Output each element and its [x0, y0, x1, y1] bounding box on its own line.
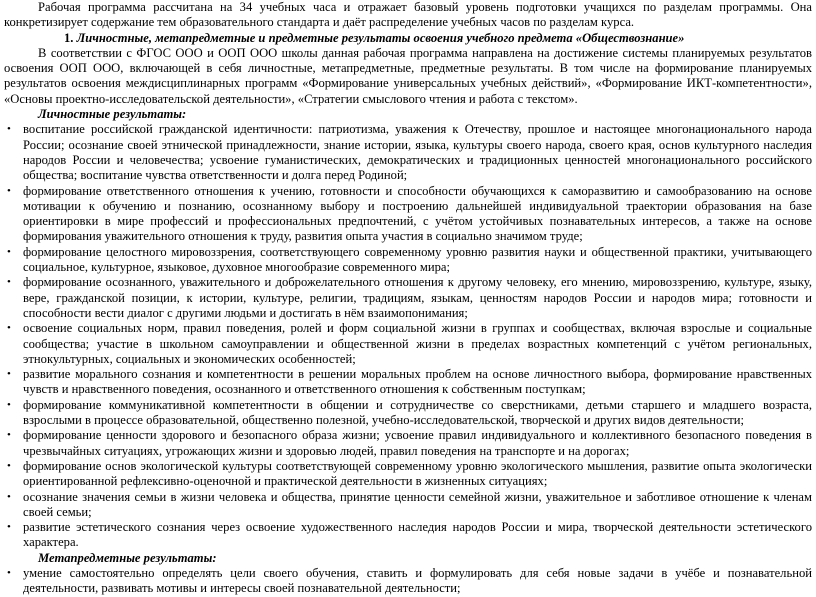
list-item: [4, 275, 812, 321]
bullet-icon: •: [7, 368, 11, 381]
bullet-icon: •: [7, 566, 11, 579]
metasubject-results-list: [4, 566, 812, 597]
list-item-text: формирование ценности здорового и безопасного образа жизни; усвоение правил индивидуального и коллективного безопасного поведения в чрезвычайных ситуациях, угрожающих жизни и здоровью людей, правил поведения на транспорте и на дорогах;: [23, 428, 812, 458]
bullet-icon: •: [7, 123, 11, 136]
list-item: [4, 321, 812, 367]
list-item: [4, 122, 812, 183]
list-item: [4, 490, 812, 521]
list-item-text: формирование основ экологической культуры соответствующей современному уровню экологического мышления, развитие опыта экологически ориентированной рефлексивно-оценочной и практической деятельности в жизненных ситуациях;: [23, 458, 812, 489]
list-item-text: формирование целостного мировоззрения, соответствующего современному уровню развития науки и общественной практики, учитывающего социальное, культурное, языковое, духовное многообразие современного мира;: [23, 244, 812, 275]
list-item: [4, 245, 812, 276]
bullet-icon: •: [7, 459, 11, 472]
list-item-text: формирование коммуникативной компетентности в общении и сотрудничестве со сверстниками, детьми старшего и младшего возраста, взрослыми в процессе образовательной, общественно полезной, учебно-исследовательской, творческой и других видов деятельности;: [23, 397, 812, 428]
bullet-icon: •: [7, 322, 11, 335]
list-item-text: формирование осознанного, уважительного и доброжелательного отношения к другому человеку, его мнению, мировоззрению, культуре, языку, вере, гражданской позиции, к истории, культуре, религии, традициям, языкам, ценностям народов России и народов мира; готовности и способности вести диалог с другими людьми и достигать в нём взаимопонимания;: [23, 275, 812, 320]
list-item-text: воспитание российской гражданской идентичности: патриотизма, уважения к Отечеству, прошлое и настоящее многонационального народа России; осознание своей этнической принадлежности, знание истории, языка, культуры своего народа, своего края, основ культурного наследия народов России и человечества; усвоение гуманистических, демократических и традиционных ценностей многонационального российского общества; воспитание чувства ответственности и долга перед Родиной;: [23, 122, 812, 183]
list-item: [4, 184, 812, 245]
bullet-icon: •: [7, 490, 11, 503]
list-item: [4, 459, 812, 490]
list-item: [4, 367, 812, 398]
list-item-text: формирование ответственного отношения к учению, готовности и способности обучающихся к саморазвитию и самообразованию на основе мотивации к обучению и познанию, осознанному выбору и построению дальнейшей индивидуальной траектории образования на базе ориентировки в мире профессий и профессиональных предпочтений, с учётом устойчивых познавательных интересов, а также на основе формирования уважительного отношения к труду, развития опыта участия в социально значимом труде;: [23, 183, 812, 244]
bullet-icon: •: [7, 521, 11, 534]
list-item: [4, 398, 812, 429]
bullet-icon: •: [7, 245, 11, 258]
list-item-text: развитие эстетического сознания через освоение художественного наследия народов России и мира, творческой деятельности эстетического характера.: [23, 520, 812, 550]
list-item-text: осознание значения семьи в жизни человека и общества, принятие ценности семейной жизни, уважительное и заботливое отношение к членам своей семьи;: [23, 489, 812, 519]
list-item: [4, 566, 812, 597]
bullet-icon: •: [7, 429, 11, 442]
intro-paragraph: Рабочая программа рассчитана на 34 учебных часа и отражает базовый уровень подготовки учащихся по разделам программы. Она конкретизирует содержание тем образовательного стандарта и даёт распределение учебных часов по разделам курса.: [4, 0, 812, 30]
section-heading: [4, 31, 812, 46]
list-item-text: освоение социальных норм, правил поведения, ролей и форм социальной жизни в группах и сообществах, включая взрослые и социальные сообщества; участие в школьном самоуправлении и общественной жизни в пределах возрастных компетенций с учётом региональных, этнокультурных, социальных и экономических особенностей;: [23, 321, 812, 366]
personal-results-list: [4, 122, 812, 550]
list-item: [4, 520, 812, 551]
list-item: [4, 428, 812, 459]
bullet-icon: •: [7, 276, 11, 289]
section-title: Личностные, метапредметные и предметные результаты освоения учебного предмета «Обществознание»: [76, 30, 685, 45]
bullet-icon: •: [7, 184, 11, 197]
fgos-paragraph: В соответствии с ФГОС ООО и ООП ООО школы данная рабочая программа направлена на достижение системы планируемых результатов освоения ООП ООО, включающей в себя личностные, метапредметные, предметные результаты. В том числе на формирование планируемых результатов освоения междисциплинарных программ «Формирование универсальных учебных действий», «Формирование ИКТ-компетентности», «Основы проектно-исследовательской деятельности», «Стратегии смыслового чтения и работа с текстом».: [4, 45, 812, 106]
bullet-icon: •: [7, 398, 11, 411]
metasubject-results-title: Метапредметные результаты:: [38, 550, 217, 565]
list-item-text: умение самостоятельно определять цели своего обучения, ставить и формулировать для себя новые задачи в учёбе и познавательной деятельности, развивать мотивы и интересы своей познавательной деятельности;: [23, 565, 812, 596]
personal-results-title: Личностные результаты:: [38, 107, 187, 122]
list-item-text: развитие морального сознания и компетентности в решении моральных проблем на основе личностного выбора, формирование нравственных чувств и нравственного поведения, осознанного и ответственного отношения к собственным поступкам;: [23, 367, 812, 397]
section-number: 1.: [64, 30, 74, 45]
